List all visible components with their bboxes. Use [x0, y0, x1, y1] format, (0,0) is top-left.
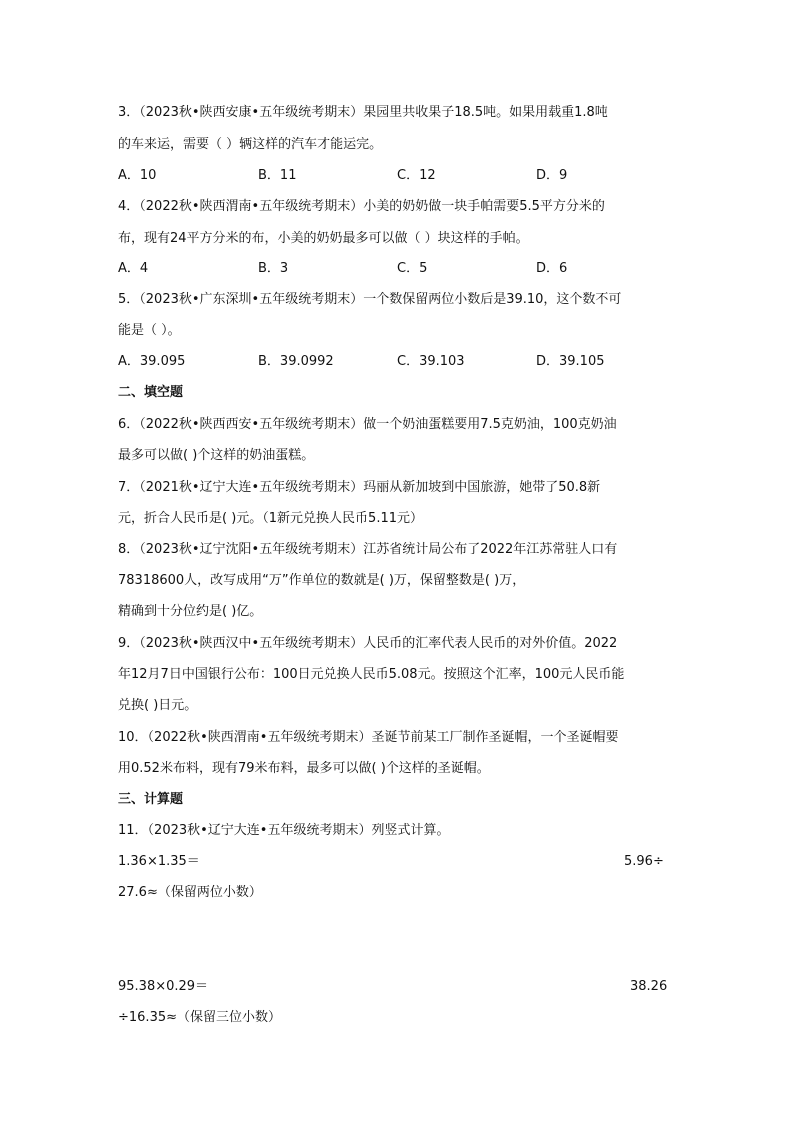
q11-line1: 11．（2023秋•辽宁大连•五年级统考期末）列竖式计算。 [118, 823, 450, 838]
q4-option-d: D．6 [536, 261, 568, 276]
q5-line2: 能是（ ）。 [118, 323, 181, 338]
q10-line1: 10．（2022秋•陕西渭南•五年级统考期末）圣诞节前某工厂制作圣诞帽，一个圣诞帽要 [118, 730, 619, 745]
q3-option-b: B．11 [258, 168, 297, 183]
q4-option-a: A．4 [118, 261, 149, 276]
q6-line2: 最多可以做( )个这样的奶油蛋糕。 [118, 448, 315, 463]
q9-line2: 年12月7日中国银行公布：100日元兑换人民币5.08元。按照这个汇率，100元人民币能 [118, 667, 625, 682]
q5-option-c: C．39.103 [397, 354, 465, 369]
q7-line2: 元，折合人民币是( )元。（1新元兑换人民币5.11元） [118, 511, 423, 526]
q5-option-a: A．39.095 [118, 354, 186, 369]
q5-option-b: B．39.0992 [258, 354, 334, 369]
q3-option-d: D．9 [536, 168, 568, 183]
q4-line2: 布，现有24平方分米的布，小美的奶奶最多可以做（ ）块这样的手帕。 [118, 231, 529, 246]
q3-line1: 3．（2023秋•陕西安康•五年级统考期末）果园里共收果子18.5吨。如果用载重1.8吨 [118, 105, 608, 120]
q3-option-a: A．10 [118, 168, 157, 183]
q10-line2: 用0.52米布料，现有79米布料，最多可以做( )个这样的圣诞帽。 [118, 761, 490, 776]
q9-line1: 9．（2023秋•陕西汉中•五年级统考期末）人民币的汇率代表人民币的对外价值。2022 [118, 636, 618, 651]
q11-calc2-right: 38.26 [630, 979, 668, 994]
q11-calc1-cont: 27.6≈（保留两位小数） [118, 885, 262, 900]
q7-line1: 7．（2021秋•辽宁大连•五年级统考期末）玛丽从新加坡到中国旅游，她带了50.8新 [118, 480, 601, 495]
q11-calc1-left: 1.36×1.35＝ [118, 854, 200, 869]
q5-option-d: D．39.105 [536, 354, 605, 369]
q4-option-b: B．3 [258, 261, 289, 276]
q4-line1: 4．（2022秋•陕西渭南•五年级统考期末）小美的奶奶做一块手帕需要5.5平方分米的 [118, 199, 605, 214]
q3-line2: 的车来运，需要（ ）辆这样的汽车才能运完。 [118, 137, 383, 152]
q3-option-c: C．12 [397, 168, 436, 183]
q9-line3: 兑换( )日元。 [118, 698, 198, 713]
q8-line3: 精确到十分位约是( )亿。 [118, 604, 263, 619]
q6-line1: 6．（2022秋•陕西西安•五年级统考期末）做一个奶油蛋糕要用7.5克奶油，100克奶油 [118, 417, 617, 432]
q4-option-c: C．5 [397, 261, 428, 276]
section-calculation-heading: 三、计算题 [118, 792, 184, 807]
q11-calc1-right: 5.96÷ [624, 854, 664, 869]
q11-calc2-left: 95.38×0.29＝ [118, 979, 209, 994]
q8-line1: 8．（2023秋•辽宁沈阳•五年级统考期末）江苏省统计局公布了2022年江苏常驻人口有 [118, 542, 618, 557]
section-fill-in-heading: 二、填空题 [118, 385, 184, 400]
q8-line2: 78318600人，改写成用“万”作单位的数就是( )万，保留整数是( )万， [118, 573, 526, 588]
q11-calc2-cont: ÷16.35≈（保留三位小数） [118, 1010, 282, 1025]
q5-line1: 5．（2023秋•广东深圳•五年级统考期末）一个数保留两位小数后是39.10，这个数不可 [118, 292, 622, 307]
